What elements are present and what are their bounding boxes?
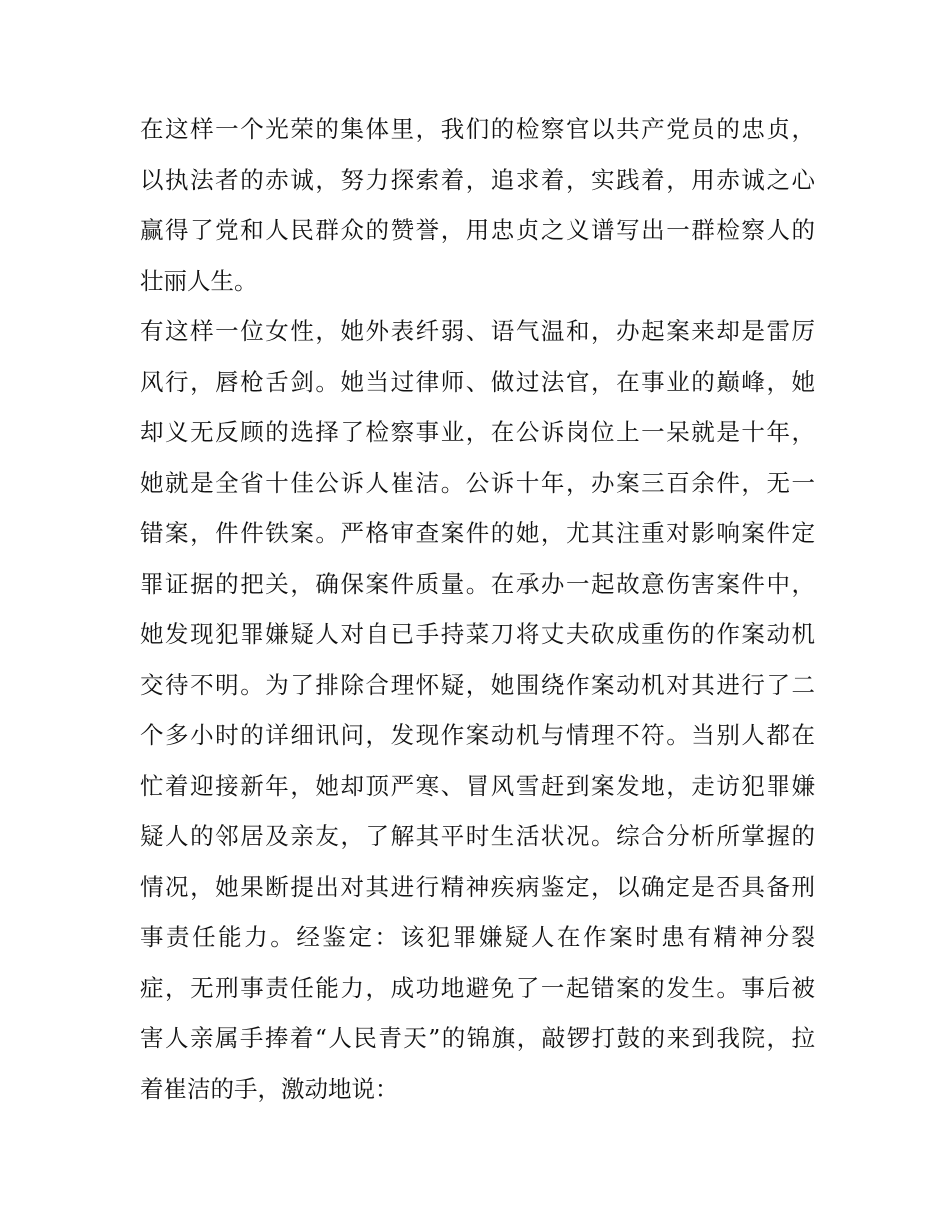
text-line: 情况，她果断提出对其进行精神疾病鉴定，以确定是否具备刑	[140, 872, 815, 901]
text-line: 疑人的邻居及亲友，了解其平时生活状况。综合分析所掌握的	[140, 822, 815, 850]
text-line: 赢得了党和人民群众的赞誉，用忠贞之义谱写出一群检察人的	[140, 216, 815, 244]
text-line: 壮丽人生。	[140, 266, 258, 295]
paragraph-collective	[140, 104, 815, 306]
text-line: 错案，件件铁案。严格审查案件的她，尤其注重对影响案件定	[140, 519, 815, 547]
text-line: 害人亲属手捧着“人民青天”的锦旗，敲锣打鼓的来到我院，拉	[140, 1024, 815, 1052]
text-line: 着崔洁的手，激动地说：	[140, 1074, 399, 1103]
text-line: 忙着迎接新年，她却顶严寒、冒风雪赶到案发地，走访犯罪嫌	[140, 771, 815, 800]
text-line: 事责任能力。经鉴定：该犯罪嫌疑人在作案时患有精神分裂	[140, 923, 815, 951]
text-line: 风行，唇枪舌剑。她当过律师、做过法官，在事业的巅峰，她	[140, 367, 815, 396]
text-line: 罪证据的把关，确保案件质量。在承办一起故意伤害案件中，	[140, 569, 815, 598]
text-line: 有这样一位女性，她外表纤弱、语气温和，办起案来却是雷厉	[140, 317, 815, 345]
document-body	[140, 104, 815, 1114]
text-line: 她发现犯罪嫌疑人对自已手持菜刀将丈夫砍成重伤的作案动机	[140, 620, 815, 648]
text-line: 交待不明。为了排除合理怀疑，她围绕作案动机对其进行了二	[140, 670, 815, 699]
paragraph-cui-jie	[140, 306, 815, 1114]
text-line: 却义无反顾的选择了检察事业，在公诉岗位上一呆就是十年，	[140, 418, 815, 446]
text-line: 以执法者的赤诚，努力探索着，追求着，实践着，用赤诚之心	[140, 165, 815, 194]
text-line: 个多小时的详细讯问，发现作案动机与情理不符。当别人都在	[140, 721, 815, 749]
text-line: 她就是全省十佳公诉人崔洁。公诉十年，办案三百余件，无一	[140, 468, 815, 497]
text-line: 症，无刑事责任能力，成功地避免了一起错案的发生。事后被	[140, 973, 815, 1002]
text-line: 在这样一个光荣的集体里，我们的检察官以共产党员的忠贞，	[140, 115, 815, 143]
